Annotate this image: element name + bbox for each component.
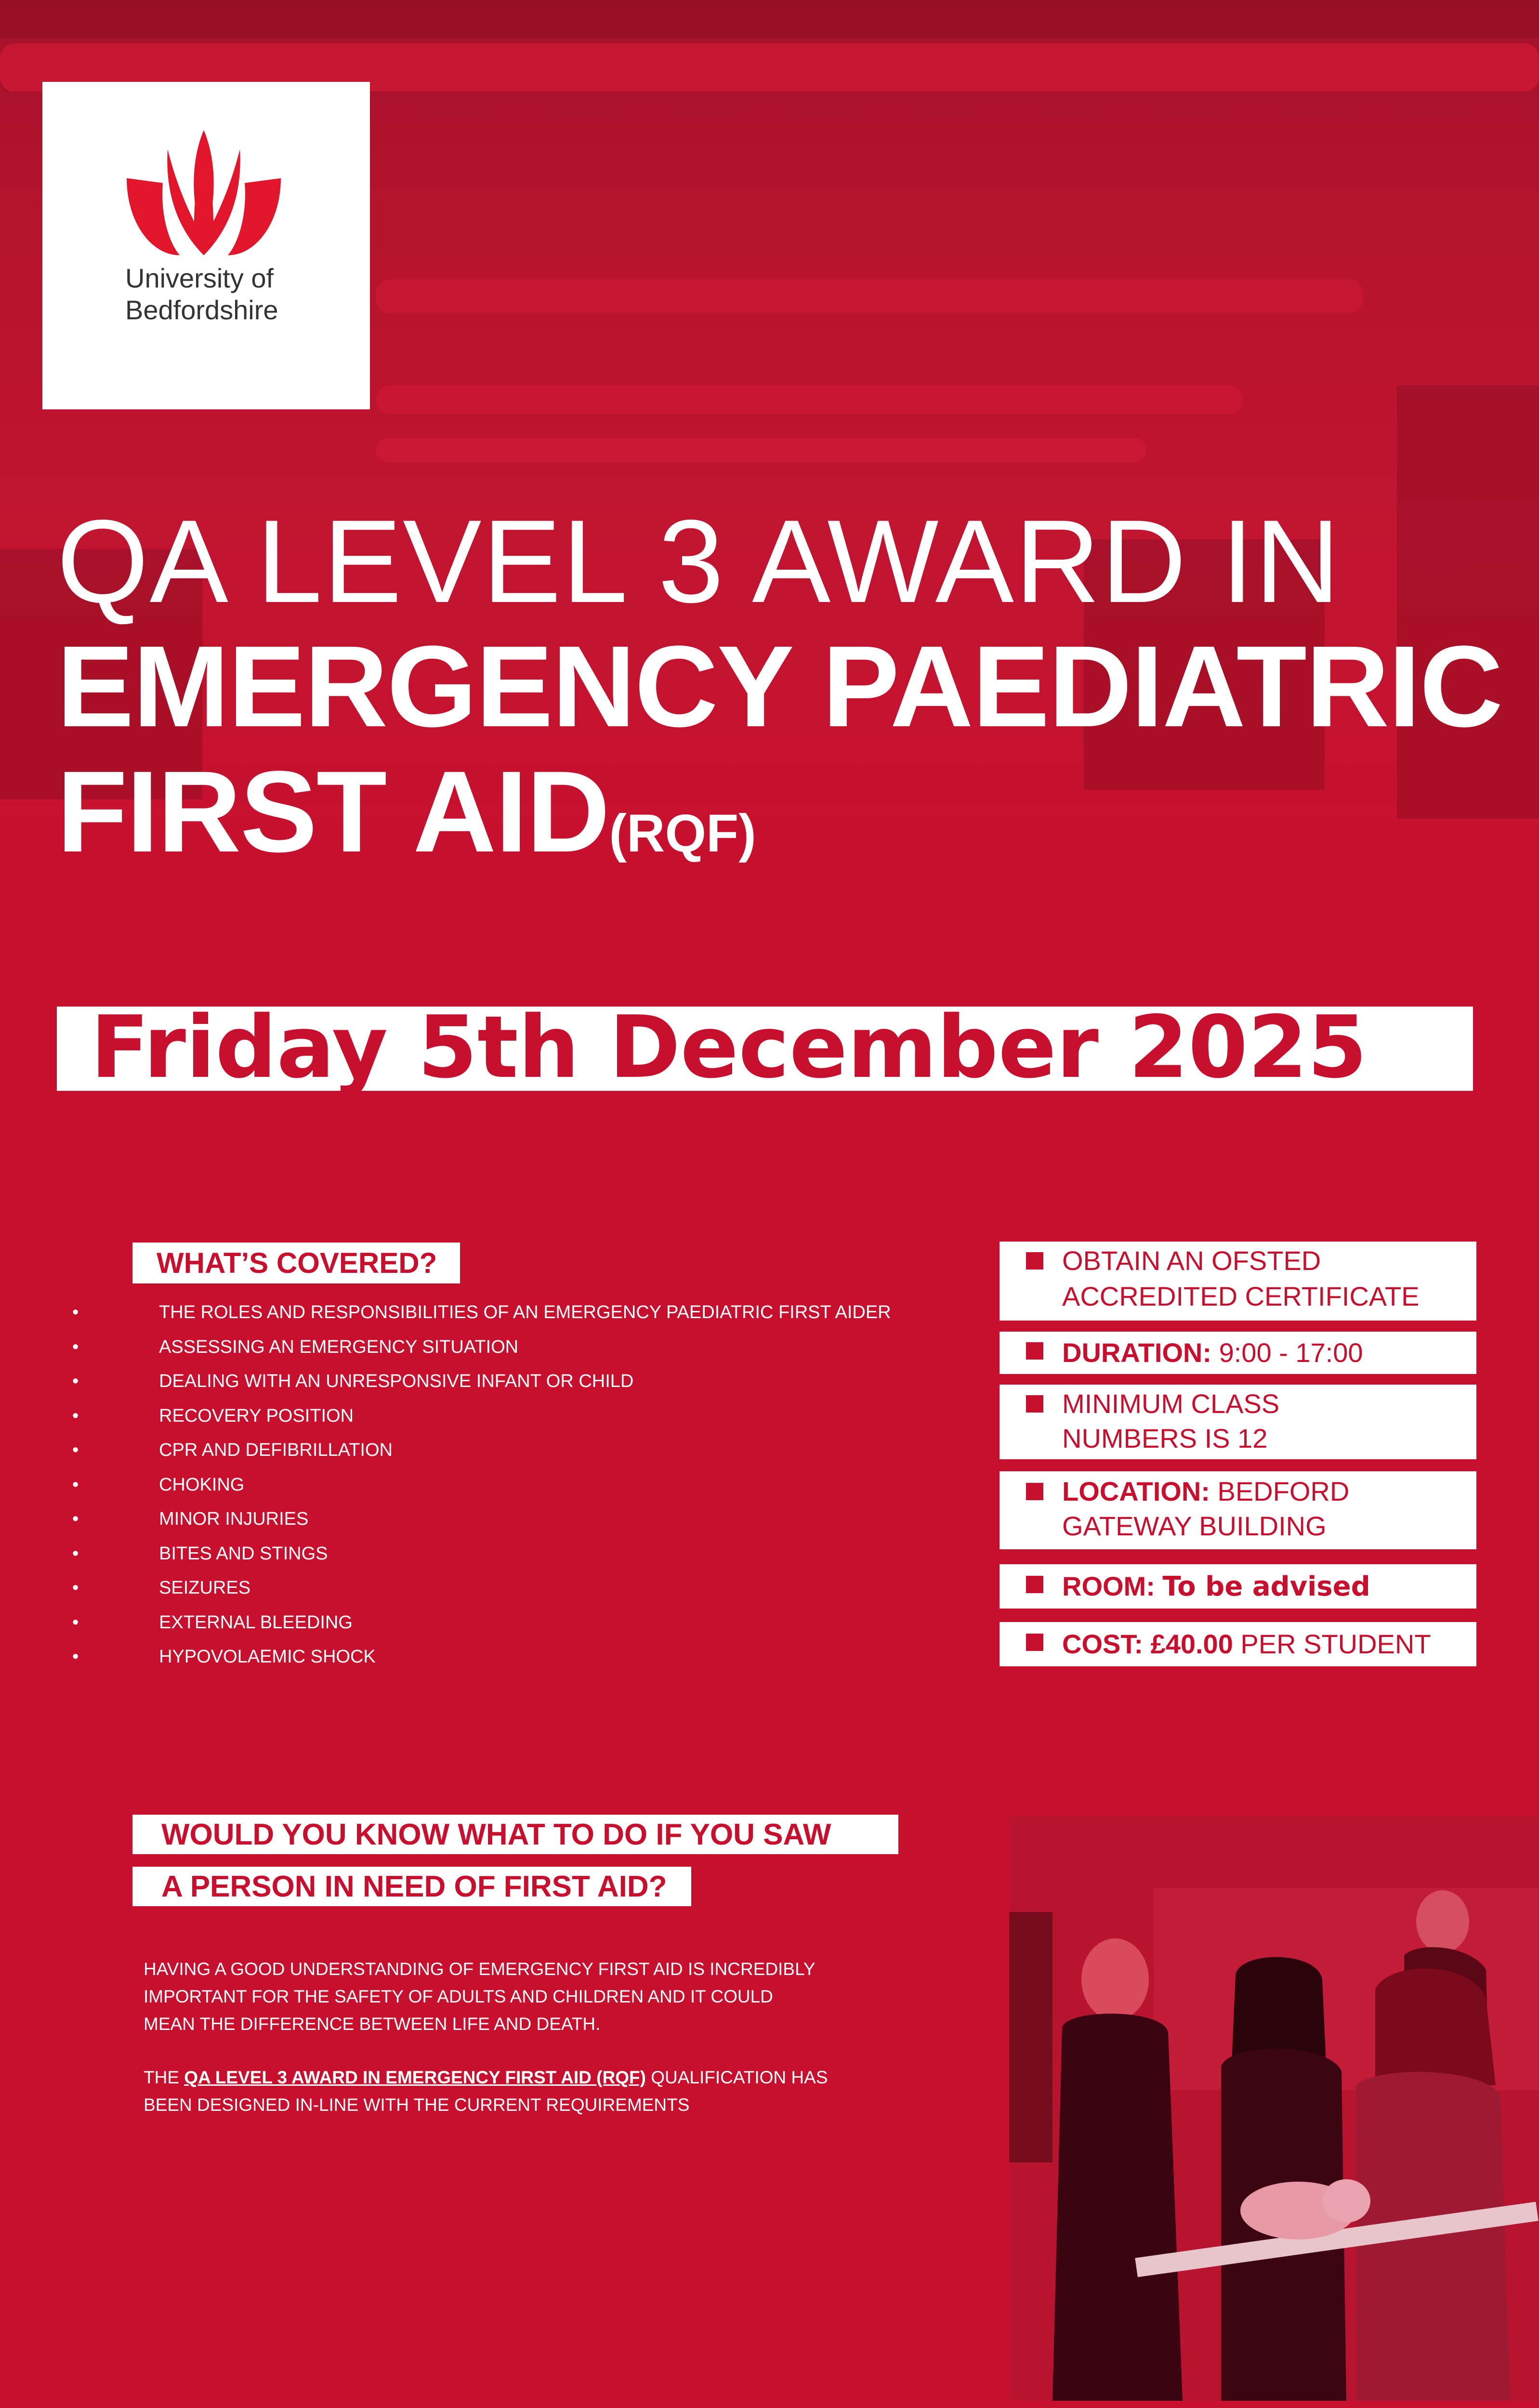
square-bullet-icon <box>1026 1634 1043 1651</box>
title-line1: QA LEVEL 3 AWARD IN <box>57 495 1341 627</box>
know-heading-line2: A PERSON IN NEED OF FIRST AID? <box>161 1870 667 1903</box>
list-item-text: CHOKING <box>159 1474 245 1495</box>
location-line1 <box>1062 1474 1349 1509</box>
bullet-icon: • <box>72 1543 79 1564</box>
cost-amount: £40.00 <box>1150 1629 1233 1659</box>
know-heading-box-1 <box>132 1815 898 1854</box>
location-value-line2: GATEWAY BUILDING <box>1062 1511 1327 1541</box>
bullet-icon: • <box>72 1440 79 1460</box>
qualification-suffix: QUALIFICATION HAS <box>645 2068 828 2087</box>
certificate-line2: ACCREDITED CERTIFICATE <box>1062 1281 1420 1311</box>
duration-value: 9:00 - 17:00 <box>1219 1337 1363 1368</box>
duration-info <box>1000 1332 1476 1374</box>
list-item-text: EXTERNAL BLEEDING <box>159 1612 353 1633</box>
certificate-info <box>1000 1242 1476 1321</box>
room-info <box>1000 1564 1476 1609</box>
tulip-logo-icon <box>122 130 286 260</box>
intro-line2: IMPORTANT FOR THE SAFETY OF ADULTS AND CHILDREN AND IT COULD <box>144 1987 773 2006</box>
bullet-icon: • <box>72 1612 79 1633</box>
list-item-text: CPR AND DEFIBRILLATION <box>159 1440 393 1460</box>
title-main: FIRST AID <box>57 747 609 876</box>
know-heading-line1: WOULD YOU KNOW WHAT TO DO IF YOU SAW <box>161 1818 831 1851</box>
covered-heading-box <box>132 1243 460 1283</box>
qualification-line2: BEEN DESIGNED IN-LINE WITH THE CURRENT REQUIREMENTS <box>144 2095 690 2115</box>
location-value-line1: BEDFORD <box>1217 1476 1350 1506</box>
room-label: ROOM: <box>1062 1571 1155 1601</box>
bullet-icon: • <box>72 1302 79 1322</box>
bullet-icon: • <box>72 1647 79 1667</box>
event-date: Friday 5th December 2025 <box>91 997 1368 1097</box>
qualification-line1 <box>144 2064 828 2091</box>
qualification-prefix: THE <box>144 2068 184 2087</box>
min-class-line2: NUMBERS IS 12 <box>1062 1423 1268 1453</box>
list-item-text: MINOR INJURIES <box>159 1509 309 1529</box>
square-bullet-icon <box>1026 1395 1043 1413</box>
intro-paragraph <box>144 1955 816 2038</box>
bg-light-band <box>376 279 1363 313</box>
qualification-paragraph <box>144 2064 828 2119</box>
min-class-info <box>1000 1385 1476 1459</box>
location-info <box>1000 1471 1476 1549</box>
duration-text <box>1062 1335 1363 1370</box>
duration-label: DURATION: <box>1062 1337 1212 1368</box>
covered-heading: WHAT’S COVERED? <box>157 1247 437 1279</box>
logo-wordmark <box>125 262 278 326</box>
cost-suffix: PER STUDENT <box>1240 1629 1431 1659</box>
bullet-icon: • <box>72 1336 79 1357</box>
bg-ceiling <box>0 0 1539 39</box>
list-item-text: RECOVERY POSITION <box>159 1405 354 1426</box>
min-class-line1: MINIMUM CLASS <box>1062 1388 1280 1419</box>
list-item-text: DEALING WITH AN UNRESPONSIVE INFANT OR CHILD <box>159 1371 634 1391</box>
bg-dark-shape <box>1397 385 1539 819</box>
training-photo <box>1009 1816 1539 2401</box>
list-item-text: BITES AND STINGS <box>159 1543 328 1564</box>
location-label: LOCATION: <box>1062 1476 1210 1506</box>
square-bullet-icon <box>1026 1576 1043 1593</box>
bullet-icon: • <box>72 1371 79 1391</box>
cost-label: COST: <box>1062 1629 1143 1659</box>
date-banner <box>57 997 1473 1097</box>
square-bullet-icon <box>1026 1342 1043 1360</box>
bg-light-band <box>376 385 1243 414</box>
intro-line3: MEAN THE DIFFERENCE BETWEEN LIFE AND DEATH. <box>144 2014 601 2034</box>
bullet-icon: • <box>72 1578 79 1598</box>
square-bullet-icon <box>1026 1483 1043 1500</box>
list-item-text: HYPOVOLAEMIC SHOCK <box>159 1647 376 1667</box>
room-value: To be advised <box>1162 1571 1370 1602</box>
title-suffix: (RQF) <box>609 804 756 863</box>
logo-text-line2: Bedfordshire <box>125 295 278 325</box>
university-logo <box>42 82 370 409</box>
qualification-name: QA LEVEL 3 AWARD IN EMERGENCY FIRST AID (RQF) <box>184 2068 646 2087</box>
bg-light-band <box>376 438 1146 462</box>
list-item-text: SEIZURES <box>159 1578 251 1598</box>
cost-text <box>1062 1627 1431 1662</box>
training-photo-image <box>1009 1816 1539 2401</box>
list-item-text: THE ROLES AND RESPONSIBILITIES OF AN EMERGENCY PAEDIATRIC FIRST AIDER <box>159 1302 891 1322</box>
bullet-icon: • <box>72 1405 79 1426</box>
title-line3 <box>57 747 756 894</box>
intro-line1: HAVING A GOOD UNDERSTANDING OF EMERGENCY FIRST AID IS INCREDIBLY <box>144 1959 816 1979</box>
list-item-text: ASSESSING AN EMERGENCY SITUATION <box>159 1336 519 1357</box>
title-line2: EMERGENCY PAEDIATRIC <box>57 622 1502 751</box>
bullet-icon: • <box>72 1509 79 1529</box>
square-bullet-icon <box>1026 1252 1043 1269</box>
certificate-line1: OBTAIN AN OFSTED <box>1062 1245 1321 1276</box>
know-heading-box-2 <box>132 1867 691 1906</box>
room-text <box>1062 1569 1370 1604</box>
logo-text-line1: University of <box>125 263 274 293</box>
cost-info <box>1000 1622 1476 1666</box>
bullet-icon: • <box>72 1474 79 1495</box>
